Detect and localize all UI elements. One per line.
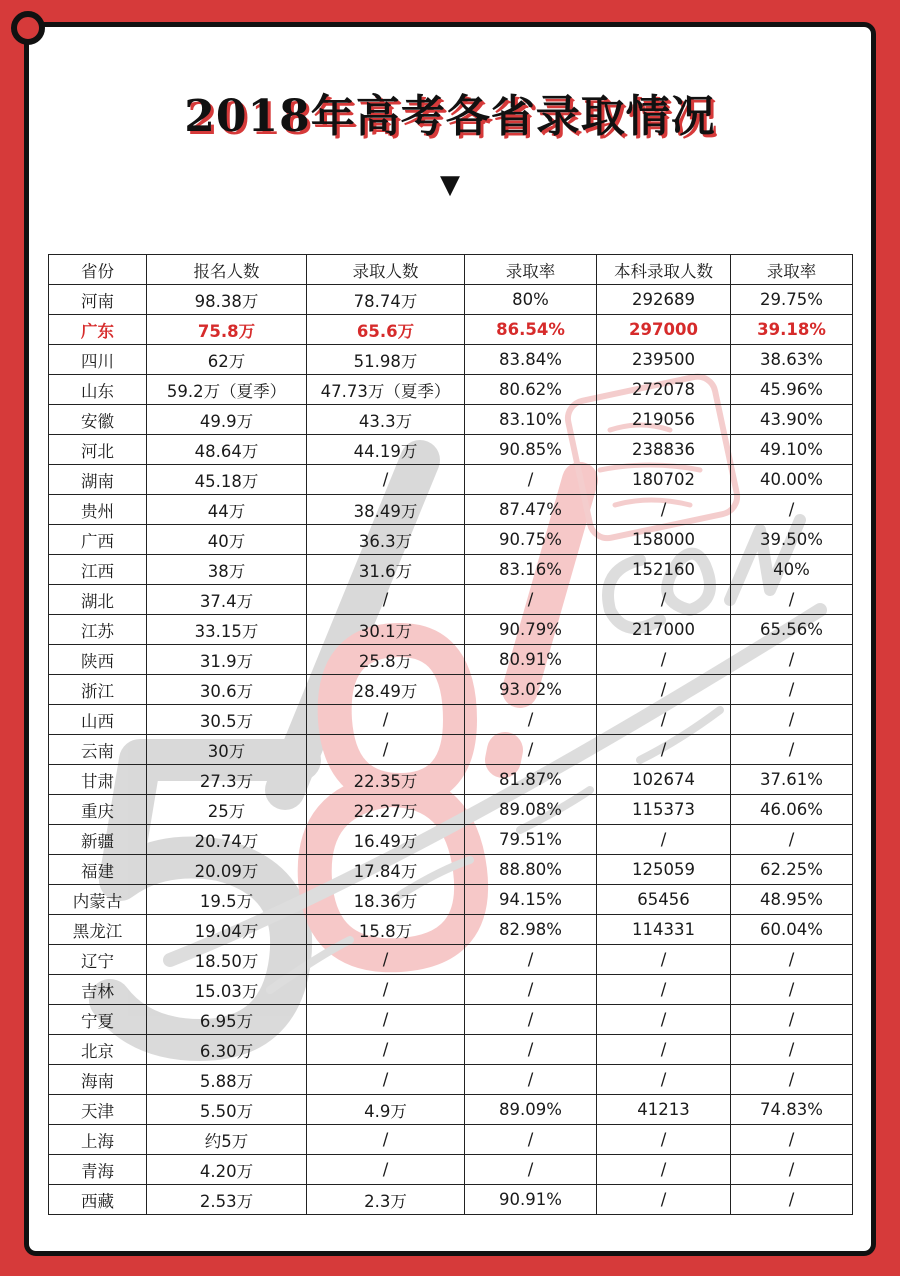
cell-undergrad-rate: 43.90%	[731, 405, 853, 435]
cell-undergrad-admitted: /	[597, 1125, 731, 1155]
cell-undergrad-admitted: /	[597, 705, 731, 735]
cell-undergrad-rate: 60.04%	[731, 915, 853, 945]
cell-admitted: /	[307, 1065, 465, 1095]
cell-admitted: 4.9万	[307, 1095, 465, 1125]
table-row	[49, 975, 853, 1005]
cell-province: 四川	[49, 345, 147, 375]
table-row	[49, 1185, 853, 1215]
cell-applicants: 19.04万	[147, 915, 307, 945]
cell-admitted: 31.6万	[307, 555, 465, 585]
table-row	[49, 915, 853, 945]
cell-province: 湖北	[49, 585, 147, 615]
cell-admitted: /	[307, 945, 465, 975]
cell-undergrad-rate: 37.61%	[731, 765, 853, 795]
cell-province: 河北	[49, 435, 147, 465]
cell-undergrad-admitted: /	[597, 945, 731, 975]
table-row	[49, 345, 853, 375]
cell-admitted: 22.35万	[307, 765, 465, 795]
cell-undergrad-rate: /	[731, 735, 853, 765]
cell-province: 江苏	[49, 615, 147, 645]
cell-undergrad-rate: /	[731, 1065, 853, 1095]
cell-applicants: 约5万	[147, 1125, 307, 1155]
cell-admitted: /	[307, 1155, 465, 1185]
cell-undergrad-rate: /	[731, 495, 853, 525]
cell-admission-rate: /	[465, 1005, 597, 1035]
cell-undergrad-rate: /	[731, 705, 853, 735]
cell-province: 北京	[49, 1035, 147, 1065]
cell-admitted: /	[307, 585, 465, 615]
cell-admission-rate: /	[465, 705, 597, 735]
cell-province: 新疆	[49, 825, 147, 855]
cell-applicants: 27.3万	[147, 765, 307, 795]
cell-undergrad-admitted: /	[597, 1035, 731, 1065]
cell-admission-rate: 89.08%	[465, 795, 597, 825]
cell-admission-rate: 93.02%	[465, 675, 597, 705]
cell-admitted: /	[307, 975, 465, 1005]
cell-province: 重庆	[49, 795, 147, 825]
cell-undergrad-rate: 62.25%	[731, 855, 853, 885]
header-admission-rate: 录取率	[465, 255, 597, 285]
cell-province: 江西	[49, 555, 147, 585]
cell-admission-rate: 89.09%	[465, 1095, 597, 1125]
cell-undergrad-rate: /	[731, 1155, 853, 1185]
table-row	[49, 615, 853, 645]
cell-province: 天津	[49, 1095, 147, 1125]
cell-admission-rate: /	[465, 1125, 597, 1155]
cell-admission-rate: 82.98%	[465, 915, 597, 945]
cell-province: 山东	[49, 375, 147, 405]
cell-admitted: 17.84万	[307, 855, 465, 885]
cell-admitted: 25.8万	[307, 645, 465, 675]
cell-applicants: 15.03万	[147, 975, 307, 1005]
cell-admitted: 65.6万	[307, 315, 465, 345]
cell-undergrad-rate: 48.95%	[731, 885, 853, 915]
table-row	[49, 1095, 853, 1125]
cell-applicants: 31.9万	[147, 645, 307, 675]
cell-admission-rate: 88.80%	[465, 855, 597, 885]
cell-admission-rate: 94.15%	[465, 885, 597, 915]
cell-admission-rate: /	[465, 945, 597, 975]
table-row	[49, 645, 853, 675]
cell-province: 安徽	[49, 405, 147, 435]
cell-applicants: 19.5万	[147, 885, 307, 915]
table-row	[49, 1155, 853, 1185]
cell-admitted: /	[307, 705, 465, 735]
cell-admission-rate: 86.54%	[465, 315, 597, 345]
cell-undergrad-admitted: 217000	[597, 615, 731, 645]
cell-admitted: 18.36万	[307, 885, 465, 915]
table-row	[49, 405, 853, 435]
cell-province: 湖南	[49, 465, 147, 495]
table-row	[49, 885, 853, 915]
table-row	[49, 945, 853, 975]
cell-undergrad-rate: /	[731, 1005, 853, 1035]
cell-province: 云南	[49, 735, 147, 765]
cell-province: 广东	[49, 315, 147, 345]
cell-undergrad-rate: 65.56%	[731, 615, 853, 645]
table-row	[49, 1035, 853, 1065]
header-applicants: 报名人数	[147, 255, 307, 285]
admissions-table	[48, 254, 853, 1215]
cell-admission-rate: 80.91%	[465, 645, 597, 675]
cell-undergrad-admitted: /	[597, 1155, 731, 1185]
cell-province: 辽宁	[49, 945, 147, 975]
header-undergrad-admitted: 本科录取人数	[597, 255, 731, 285]
cell-admitted: 2.3万	[307, 1185, 465, 1215]
cell-undergrad-admitted: /	[597, 825, 731, 855]
cell-admission-rate: 81.87%	[465, 765, 597, 795]
cell-admitted: 38.49万	[307, 495, 465, 525]
cell-undergrad-rate: 38.63%	[731, 345, 853, 375]
cell-province: 贵州	[49, 495, 147, 525]
cell-undergrad-admitted: 297000	[597, 315, 731, 345]
cell-admitted: 30.1万	[307, 615, 465, 645]
cell-applicants: 2.53万	[147, 1185, 307, 1215]
cell-admission-rate: 83.84%	[465, 345, 597, 375]
cell-applicants: 30.6万	[147, 675, 307, 705]
table-row	[49, 375, 853, 405]
cell-undergrad-rate: 40.00%	[731, 465, 853, 495]
cell-undergrad-rate: 40%	[731, 555, 853, 585]
cell-province: 宁夏	[49, 1005, 147, 1035]
table-body	[49, 285, 853, 1215]
cell-undergrad-admitted: 115373	[597, 795, 731, 825]
table-row	[49, 1005, 853, 1035]
cell-applicants: 5.50万	[147, 1095, 307, 1125]
cell-undergrad-rate: /	[731, 825, 853, 855]
table-row	[49, 765, 853, 795]
table-row	[49, 315, 853, 345]
cell-undergrad-admitted: /	[597, 495, 731, 525]
cell-undergrad-admitted: 114331	[597, 915, 731, 945]
cell-undergrad-admitted: 102674	[597, 765, 731, 795]
page-title: 2018年高考各省录取情况	[184, 91, 716, 142]
cell-undergrad-admitted: 65456	[597, 885, 731, 915]
cell-admitted: /	[307, 1125, 465, 1155]
table-row	[49, 1125, 853, 1155]
cell-undergrad-rate: /	[731, 1035, 853, 1065]
cell-admission-rate: /	[465, 465, 597, 495]
cell-undergrad-admitted: 272078	[597, 375, 731, 405]
cell-undergrad-admitted: /	[597, 645, 731, 675]
header-undergrad-rate: 录取率	[731, 255, 853, 285]
cell-applicants: 5.88万	[147, 1065, 307, 1095]
cell-province: 甘肃	[49, 765, 147, 795]
cell-admission-rate: 80%	[465, 285, 597, 315]
cell-undergrad-admitted: /	[597, 585, 731, 615]
cell-admission-rate: /	[465, 735, 597, 765]
cell-admission-rate: /	[465, 1035, 597, 1065]
cell-admitted: /	[307, 1035, 465, 1065]
cell-applicants: 75.8万	[147, 315, 307, 345]
cell-undergrad-admitted: /	[597, 1185, 731, 1215]
cell-applicants: 98.38万	[147, 285, 307, 315]
cell-undergrad-rate: 46.06%	[731, 795, 853, 825]
cell-undergrad-rate: /	[731, 675, 853, 705]
cell-admitted: 36.3万	[307, 525, 465, 555]
cell-undergrad-rate: 74.83%	[731, 1095, 853, 1125]
cell-province: 陕西	[49, 645, 147, 675]
cell-undergrad-admitted: 41213	[597, 1095, 731, 1125]
cell-undergrad-rate: /	[731, 975, 853, 1005]
cell-admission-rate: 83.10%	[465, 405, 597, 435]
cell-admission-rate: 90.91%	[465, 1185, 597, 1215]
cell-admitted: 51.98万	[307, 345, 465, 375]
cell-applicants: 38万	[147, 555, 307, 585]
table-row	[49, 585, 853, 615]
cell-undergrad-rate: /	[731, 585, 853, 615]
cell-undergrad-admitted: /	[597, 735, 731, 765]
cell-admission-rate: /	[465, 585, 597, 615]
cell-province: 上海	[49, 1125, 147, 1155]
cell-undergrad-admitted: /	[597, 975, 731, 1005]
cell-applicants: 48.64万	[147, 435, 307, 465]
cell-admission-rate: 90.75%	[465, 525, 597, 555]
cell-admission-rate: /	[465, 975, 597, 1005]
cell-undergrad-rate: 39.50%	[731, 525, 853, 555]
cell-applicants: 62万	[147, 345, 307, 375]
cell-province: 黑龙江	[49, 915, 147, 945]
cell-admitted: 28.49万	[307, 675, 465, 705]
cell-undergrad-admitted: /	[597, 1065, 731, 1095]
cell-admission-rate: 90.79%	[465, 615, 597, 645]
down-arrow-icon: ▼	[440, 170, 460, 200]
cell-applicants: 44万	[147, 495, 307, 525]
cell-applicants: 45.18万	[147, 465, 307, 495]
cell-undergrad-admitted: 125059	[597, 855, 731, 885]
cell-admitted: 22.27万	[307, 795, 465, 825]
cell-admission-rate: /	[465, 1065, 597, 1095]
cell-admitted: 15.8万	[307, 915, 465, 945]
cell-undergrad-admitted: 219056	[597, 405, 731, 435]
header-province: 省份	[49, 255, 147, 285]
cell-undergrad-admitted: /	[597, 675, 731, 705]
cell-undergrad-rate: 45.96%	[731, 375, 853, 405]
cell-undergrad-rate: /	[731, 1125, 853, 1155]
table-row	[49, 825, 853, 855]
cell-undergrad-admitted: 152160	[597, 555, 731, 585]
cell-province: 福建	[49, 855, 147, 885]
cell-admitted: /	[307, 735, 465, 765]
table-row	[49, 495, 853, 525]
cell-applicants: 49.9万	[147, 405, 307, 435]
cell-admitted: 43.3万	[307, 405, 465, 435]
cell-province: 广西	[49, 525, 147, 555]
table-row	[49, 795, 853, 825]
cell-undergrad-admitted: 238836	[597, 435, 731, 465]
cell-applicants: 4.20万	[147, 1155, 307, 1185]
cell-admitted: /	[307, 465, 465, 495]
cell-applicants: 30.5万	[147, 705, 307, 735]
cell-province: 吉林	[49, 975, 147, 1005]
cell-undergrad-admitted: 158000	[597, 525, 731, 555]
cell-applicants: 20.74万	[147, 825, 307, 855]
cell-undergrad-admitted: 180702	[597, 465, 731, 495]
cell-province: 山西	[49, 705, 147, 735]
cell-applicants: 33.15万	[147, 615, 307, 645]
cell-admitted: 16.49万	[307, 825, 465, 855]
header-admitted: 录取人数	[307, 255, 465, 285]
table-row	[49, 855, 853, 885]
cell-undergrad-admitted: /	[597, 1005, 731, 1035]
cell-undergrad-rate: /	[731, 945, 853, 975]
cell-applicants: 59.2万（夏季）	[147, 375, 307, 405]
table-row	[49, 1065, 853, 1095]
cell-admission-rate: 79.51%	[465, 825, 597, 855]
cell-applicants: 6.95万	[147, 1005, 307, 1035]
table-row	[49, 525, 853, 555]
cell-applicants: 40万	[147, 525, 307, 555]
cell-undergrad-rate: 39.18%	[731, 315, 853, 345]
cell-admission-rate: 90.85%	[465, 435, 597, 465]
table-row	[49, 465, 853, 495]
cell-admitted: 44.19万	[307, 435, 465, 465]
cell-admitted: /	[307, 1005, 465, 1035]
cell-applicants: 30万	[147, 735, 307, 765]
table-row	[49, 735, 853, 765]
cell-province: 浙江	[49, 675, 147, 705]
cell-undergrad-rate: /	[731, 1185, 853, 1215]
cell-applicants: 20.09万	[147, 855, 307, 885]
cell-province: 青海	[49, 1155, 147, 1185]
cell-undergrad-admitted: 292689	[597, 285, 731, 315]
cell-province: 河南	[49, 285, 147, 315]
cell-admitted: 78.74万	[307, 285, 465, 315]
table-header-row	[49, 255, 853, 285]
cell-admission-rate: 87.47%	[465, 495, 597, 525]
cell-applicants: 6.30万	[147, 1035, 307, 1065]
cell-province: 西藏	[49, 1185, 147, 1215]
table-row	[49, 675, 853, 705]
cell-undergrad-rate: 29.75%	[731, 285, 853, 315]
cell-admission-rate: /	[465, 1155, 597, 1185]
cell-undergrad-rate: /	[731, 645, 853, 675]
cell-admission-rate: 80.62%	[465, 375, 597, 405]
table-row	[49, 285, 853, 315]
cell-undergrad-rate: 49.10%	[731, 435, 853, 465]
cell-admitted: 47.73万（夏季）	[307, 375, 465, 405]
cell-applicants: 18.50万	[147, 945, 307, 975]
cell-admission-rate: 83.16%	[465, 555, 597, 585]
table-row	[49, 555, 853, 585]
cell-province: 内蒙古	[49, 885, 147, 915]
cell-applicants: 37.4万	[147, 585, 307, 615]
table-row	[49, 705, 853, 735]
table-row	[49, 435, 853, 465]
cell-applicants: 25万	[147, 795, 307, 825]
cell-undergrad-admitted: 239500	[597, 345, 731, 375]
cell-province: 海南	[49, 1065, 147, 1095]
corner-dot-icon	[11, 11, 45, 45]
